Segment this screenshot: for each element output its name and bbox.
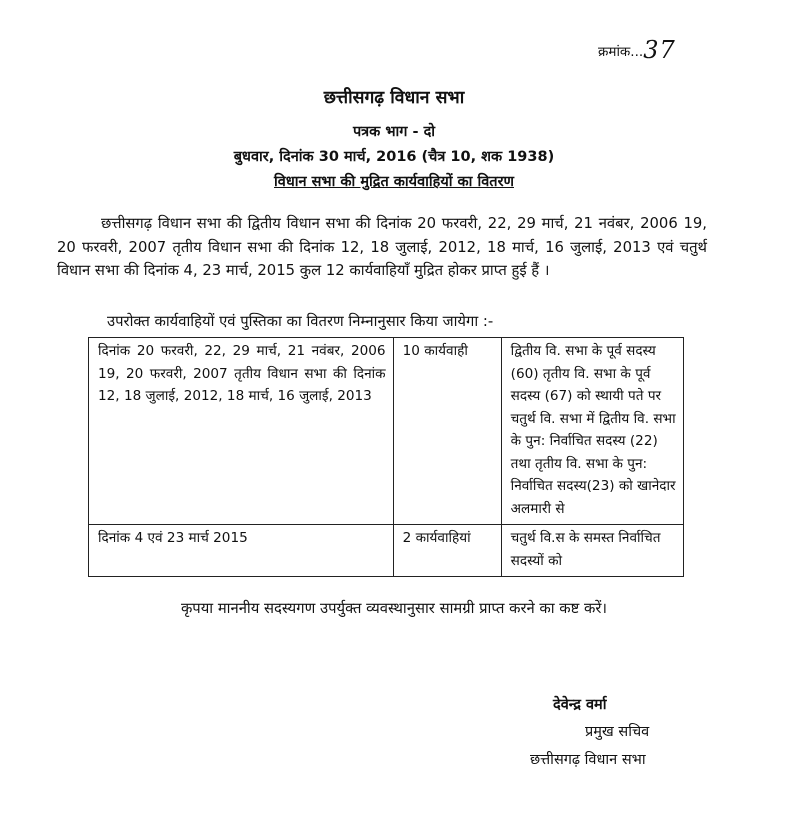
date-line: बुधवार, दिनांक 30 मार्च, 2016 (चैत्र 10, शक 1938) bbox=[233, 149, 555, 165]
serial-number bbox=[598, 34, 676, 62]
table-cell-count: 2 कार्यवाहियां bbox=[393, 525, 501, 577]
table-cell-recipients: द्वितीय वि. सभा के पूर्व सदस्य (60) तृतीय वि. सभा के पूर्व सदस्य (67) को स्थायी पते पर चतुर्थ वि. सभा में द्वितीय वि. सभा के पुन: निर्वाचित सदस्य (22) तथा तृतीय वि. सभा के पुन: निर्वाचित सदस्य(23) को खानेदार अलमारी से bbox=[501, 338, 683, 525]
distribution-table bbox=[88, 337, 684, 577]
table-cell-dates: दिनांक 4 एवं 23 मार्च 2015 bbox=[89, 525, 394, 577]
page-title: छत्तीसगढ़ विधान सभा bbox=[323, 88, 465, 108]
signatory-organization: छत्तीसगढ़ विधान सभा bbox=[530, 752, 646, 768]
document-subtitle: पत्रक भाग - दो bbox=[352, 124, 436, 140]
table-intro: उपरोक्त कार्यवाहियों एवं पुस्तिका का वितरण निम्नानुसार किया जायेगा :- bbox=[107, 313, 494, 330]
signatory-name: देवेन्द्र वर्मा bbox=[553, 697, 607, 713]
table-row bbox=[89, 525, 684, 577]
section-heading: विधान सभा की मुद्रित कार्यवाहियों का वितरण bbox=[274, 174, 514, 190]
signatory-designation: प्रमुख सचिव bbox=[585, 724, 650, 740]
table-cell-dates: दिनांक 20 फरवरी, 22, 29 मार्च, 21 नवंबर, 2006 19, 20 फरवरी, 2007 तृतीय विधान सभा की दिनांक 12, 18 जुलाई, 2012, 18 मार्च, 16 जुलाई, 2013 bbox=[89, 338, 394, 525]
body-paragraph: छत्तीसगढ़ विधान सभा की द्वितीय विधान सभा की दिनांक 20 फरवरी, 22, 29 मार्च, 21 नवंबर, 2006 19, 20 फरवरी, 2007 तृतीय विधान सभा की दिनांक 12, 18 जुलाई, 2012, 18 मार्च, 16 जुलाई, 2013 एवं चतुर्थ विधान सभा की दिनांक 4, 23 मार्च, 2015 कुल 12 कार्यवाहियाँ मुद्रित होकर प्राप्त हुई हैं । bbox=[57, 215, 707, 279]
table-row bbox=[89, 338, 684, 525]
serial-label: क्रमांक... bbox=[598, 44, 644, 60]
serial-value: 37 bbox=[643, 36, 676, 64]
closing-request: कृपया माननीय सदस्यगण उपर्युक्त व्यवस्थानुसार सामग्री प्राप्त करने का कष्ट करें। bbox=[180, 600, 608, 617]
table-cell-count: 10 कार्यवाही bbox=[393, 338, 501, 525]
table-cell-recipients: चतुर्थ वि.स के समस्त निर्वाचित सदस्यों को bbox=[501, 525, 683, 577]
